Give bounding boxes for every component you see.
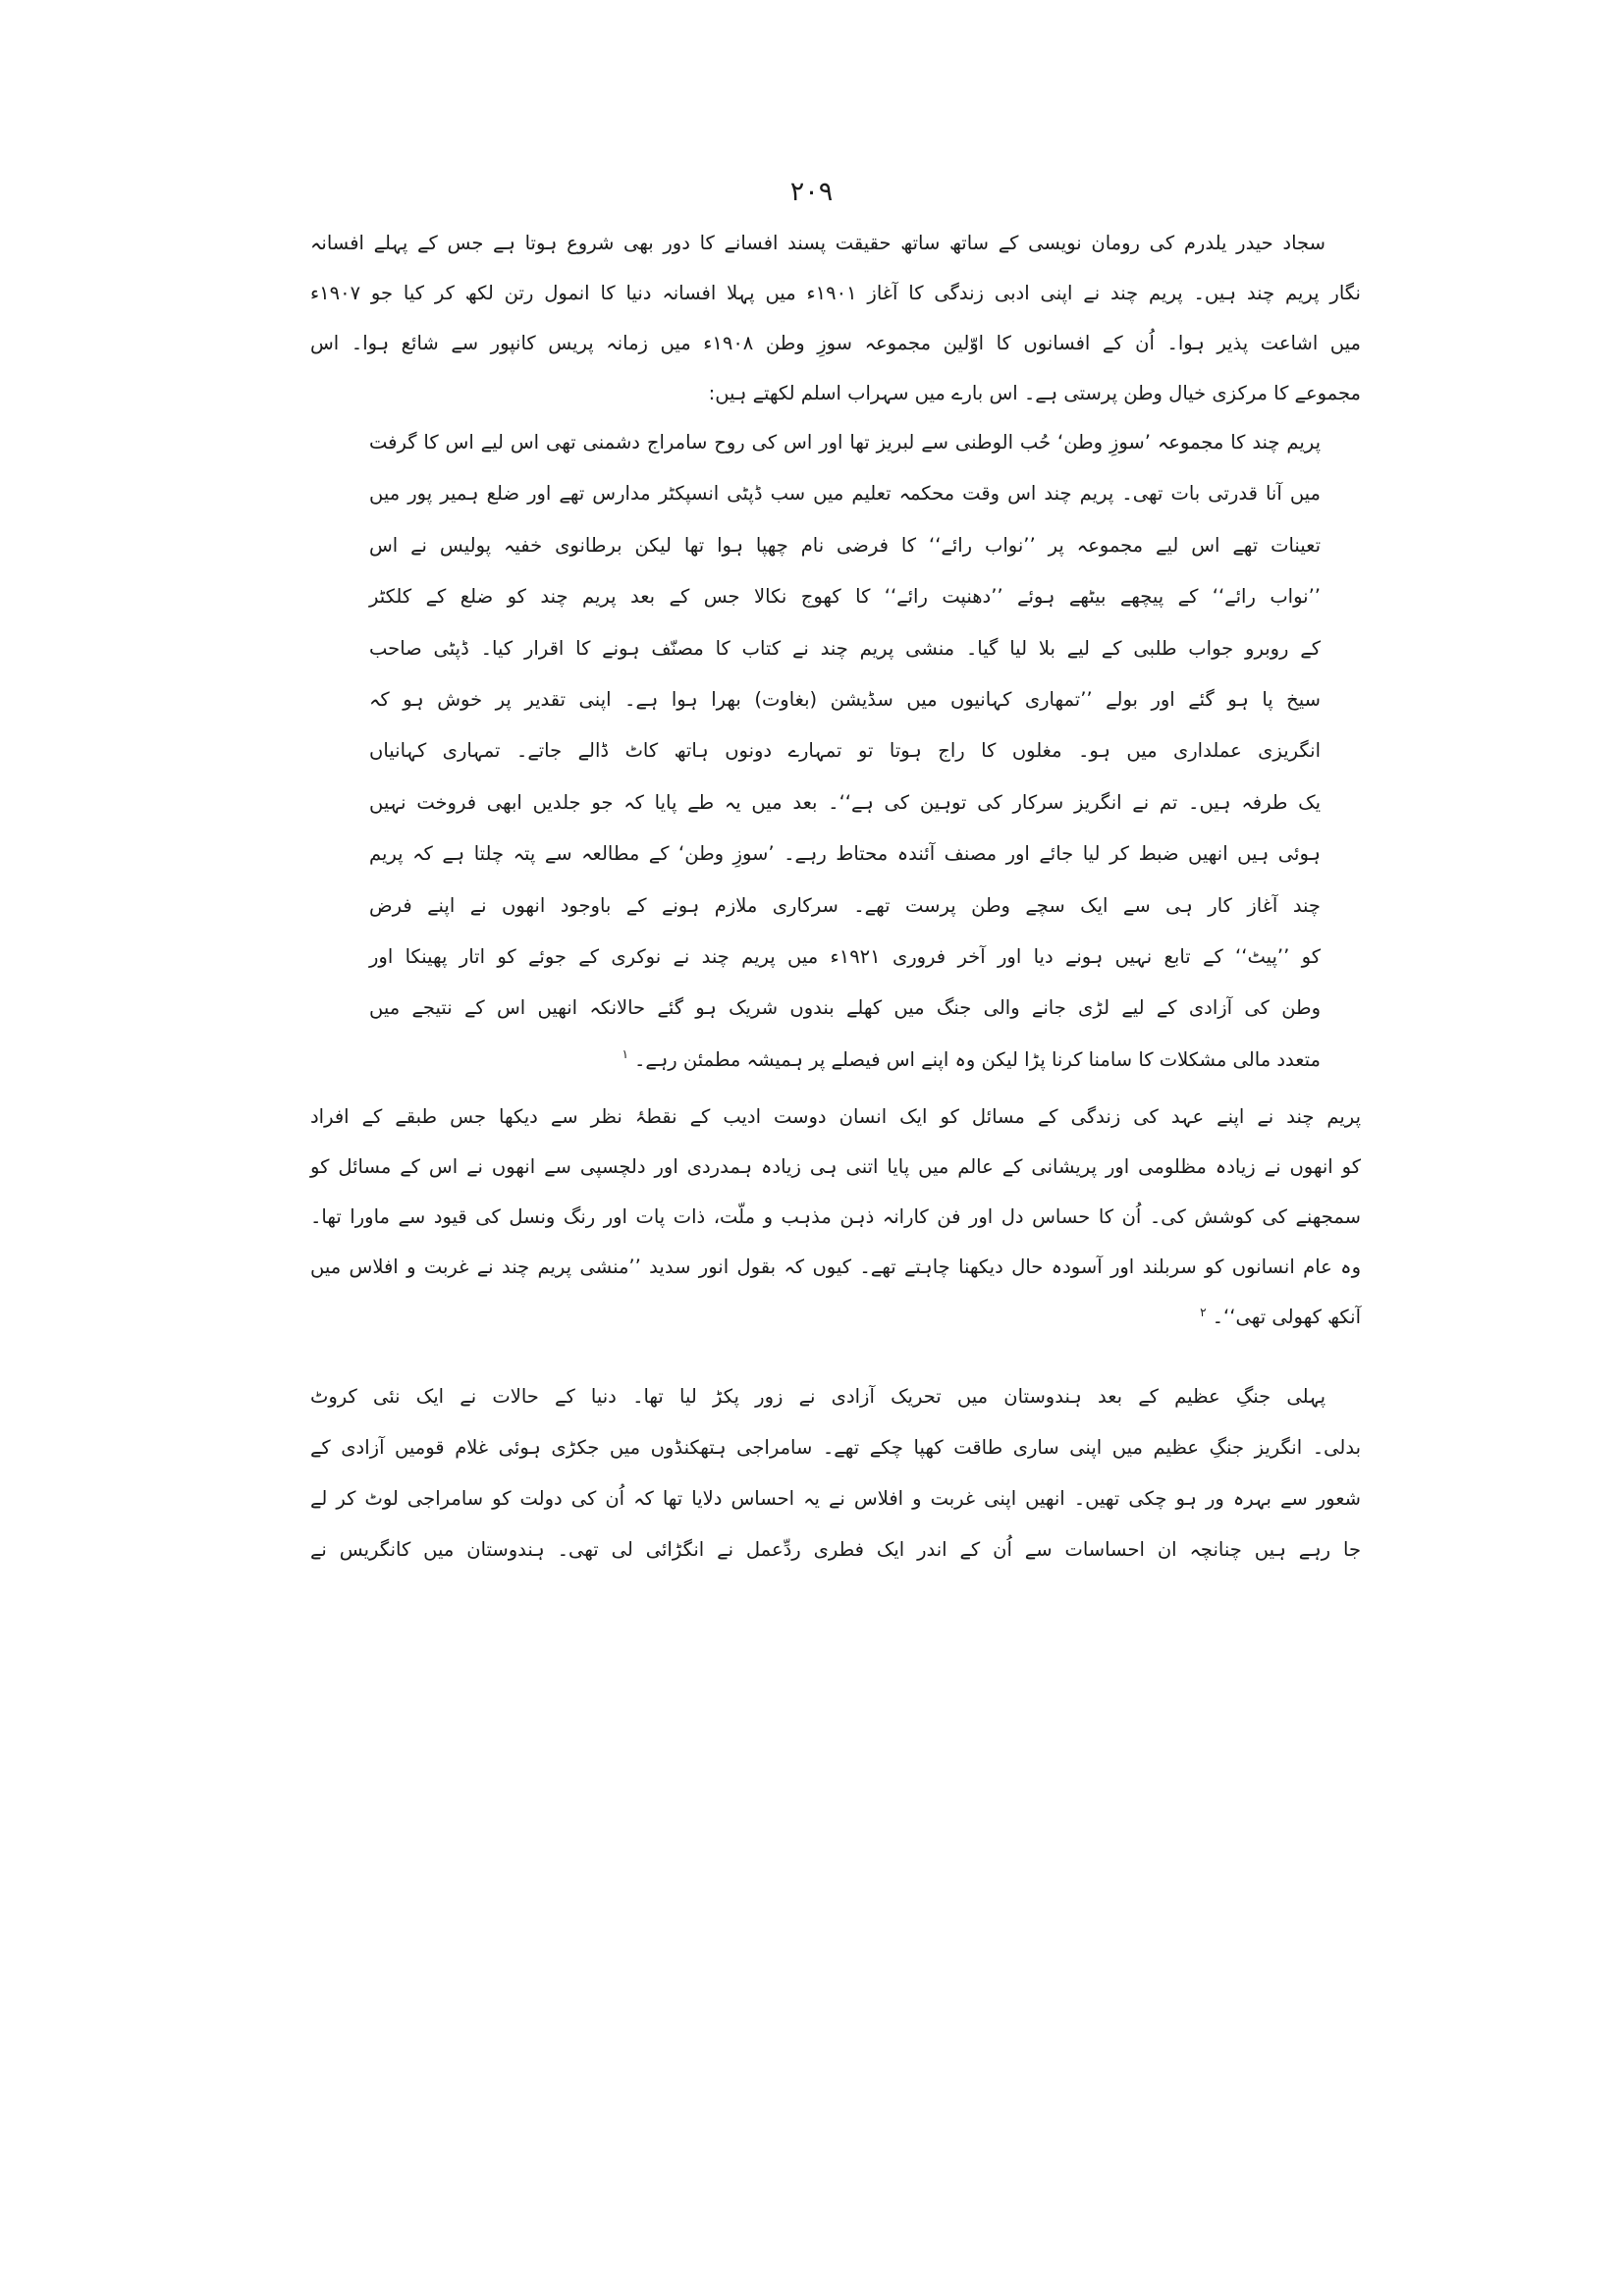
quote-line (369, 828, 1321, 880)
quote-line (369, 777, 1321, 828)
line-text-body: آنکھ کھولی تھی‘‘۔ (1212, 1306, 1361, 1328)
line-text (1200, 1306, 1361, 1328)
line-text: کے روبرو جواب طلبی کے لیے بلا لیا گیا۔ منشی پریم چند نے کتاب کا مصنّف ہونے کا اقرار کیا۔ ڈپٹی صاحب (369, 636, 1321, 660)
text-line (310, 1192, 1361, 1242)
text-line (310, 1473, 1361, 1524)
text-line (310, 1142, 1361, 1192)
quote-line (369, 623, 1321, 674)
line-text: کو ’’پیٹ‘‘ کے تابع نہیں ہونے دیا اور آخر فروری ۱۹۲۱ء میں پریم چند نے نوکری کے جوئے کو اتار پھینکا اور (369, 944, 1321, 968)
line-text: چند آغاز کار ہی سے ایک سچے وطن پرست تھے۔ سرکاری ملازم ہونے کے باوجود انھوں نے اپنے فرض (369, 893, 1321, 917)
line-text: بدلی۔ انگریز جنگِ عظیم میں اپنی ساری طاقت کھپا چکے تھے۔ سامراجی ہتھکنڈوں میں جکڑی ہوئی غلام قومیں آزادی کے (310, 1436, 1361, 1459)
line-text: شعور سے بہرہ ور ہو چکی تھیں۔ انھیں اپنی غربت و افلاس نے یہ احساس دلایا تھا کہ اُن کی دولت کو سامراجی لوٹ کر لے (310, 1487, 1361, 1510)
block-quote (369, 417, 1321, 1086)
intro-paragraph (310, 218, 1361, 418)
text-line (310, 318, 1361, 368)
line-text: یک طرفہ ہیں۔ تم نے انگریز سرکار کی توہین کی ہے‘‘۔ بعد میں یہ طے پایا کہ جو جلدیں ابھی فروخت نہیں (369, 790, 1321, 814)
line-text: پہلی جنگِ عظیم کے بعد ہندوستان میں تحریک آزادی نے زور پکڑ لیا تھا۔ دنیا کے حالات نے ایک نئی کروٹ (310, 1385, 1325, 1408)
footnote-marker: ۱ (622, 1047, 628, 1062)
body-paragraph (310, 1371, 1361, 1575)
line-text: مجموعے کا مرکزی خیال وطن پرستی ہے۔ اس بارے میں سہراب اسلم لکھتے ہیں: (708, 382, 1361, 404)
text-line (310, 1524, 1361, 1575)
line-text: نگار پریم چند ہیں۔ پریم چند نے اپنی ادبی زندگی کا آغاز ۱۹۰۱ء میں پہلا افسانہ دنیا کا انمول رتن لکھ کر کیا جو ۱۹۰۷ء (310, 282, 1361, 304)
quote-line (369, 520, 1321, 571)
text-line (310, 218, 1361, 268)
footnote-marker: ۲ (1200, 1305, 1207, 1319)
line-text: انگریزی عملداری میں ہو۔ مغلوں کا راج ہوتا تو تمہارے دونوں ہاتھ کاٹ ڈالے جاتے۔ تمہاری کہانیاں (369, 739, 1321, 763)
quote-line (369, 468, 1321, 519)
quote-line (369, 571, 1321, 622)
text-line (310, 368, 1361, 418)
quote-line (369, 983, 1321, 1034)
line-text: سمجھنے کی کوشش کی۔ اُن کا حساس دل اور فن کارانہ ذہن مذہب و ملّت، ذات پات اور رنگ ونسل کی قیود سے ماورا تھا۔ (310, 1205, 1361, 1228)
line-text: وہ عام انسانوں کو سربلند اور آسودہ حال دیکھنا چاہتے تھے۔ کیوں کہ بقول انور سدید ’’منشی پریم چند نے غربت و افلاس میں (310, 1255, 1361, 1278)
quote-line (369, 1035, 1321, 1086)
line-text: سجاد حیدر یلدرم کی رومان نویسی کے ساتھ ساتھ حقیقت پسند افسانے کا دور بھی شروع ہوتا ہے جس کے پہلے افسانہ (310, 232, 1325, 254)
quote-line (369, 674, 1321, 725)
line-text: تعینات تھے اس لیے مجموعہ پر ’’نواب رائے‘‘ کا فرضی نام چھپا ہوا تھا لیکن برطانوی خفیہ پولیس نے اس (369, 533, 1321, 557)
quote-line (369, 881, 1321, 932)
line-text: سیخ پا ہو گئے اور بولے ’’تمھاری کہانیوں میں سڈیشن (بغاوت) بھرا ہوا ہے۔ اپنی تقدیر پر خوش ہو کہ (369, 687, 1321, 711)
line-text: پریم چند نے اپنے عہد کی زندگی کے مسائل کو ایک انسان دوست ادیب کے نقطۂ نظر سے دیکھا جس طبقے کے افراد (310, 1105, 1361, 1128)
line-text: ’’نواب رائے‘‘ کے پیچھے بیٹھے ہوئے ’’دھنپت رائے‘‘ کا کھوج نکالا جس کے بعد پریم چند کو ضلع کے کلکٹر (369, 585, 1321, 609)
line-text: ہوئی ہیں انھیں ضبط کر لیا جائے اور مصنف آئندہ محتاط رہے۔ ’سوزِ وطن‘ کے مطالعہ سے پتہ چلتا ہے کہ پریم (369, 842, 1321, 866)
quote-line (369, 725, 1321, 776)
quote-line (369, 417, 1321, 468)
text-line (310, 1242, 1361, 1292)
quote-line (369, 932, 1321, 983)
text-line (310, 1371, 1361, 1422)
line-text: جا رہے ہیں چنانچہ ان احساسات سے اُن کے اندر ایک فطری ردِّعمل نے انگڑائی لی تھی۔ ہندوستان میں کانگریس نے (310, 1538, 1361, 1561)
text-line (310, 1292, 1361, 1342)
page-number: ۲۰۹ (789, 177, 834, 207)
line-text: میں اشاعت پذیر ہوا۔ اُن کے افسانوں کا اوّلین مجموعہ سوزِ وطن ۱۹۰۸ء میں زمانہ پریس کانپور سے شائع ہوا۔ اس (310, 332, 1361, 354)
line-text: میں آنا قدرتی بات تھی۔ پریم چند اس وقت محکمہ تعلیم میں سب ڈپٹی انسپکٹر مدارس تھے اور ضلع ہمیر پور میں (369, 482, 1321, 506)
line-text: وطن کی آزادی کے لیے لڑی جانے والی جنگ میں کھلے بندوں شریک ہو گئے حالانکہ انھیں اس کے نتیجے میں (369, 996, 1321, 1020)
text-line (310, 1092, 1361, 1142)
line-text: پریم چند کا مجموعہ ’سوزِ وطن‘ حُب الوطنی سے لبریز تھا اور اس کی روح سامراج دشمنی تھی اس لیے اس کا گرفت (369, 431, 1321, 454)
line-text (622, 1048, 1322, 1071)
text-line (310, 1422, 1361, 1473)
line-text: کو انھوں نے زیادہ مظلومی اور پریشانی کے عالم میں پایا اتنی ہی زیادہ ہمدردی اور دلچسپی سے انھوں نے اس کے مسائل کو (310, 1155, 1361, 1178)
line-text-body: متعدد مالی مشکلات کا سامنا کرنا پڑا لیکن وہ اپنے اس فیصلے پر ہمیشہ مطمئن رہے۔ (634, 1047, 1321, 1071)
text-line (310, 268, 1361, 318)
body-paragraph (310, 1092, 1361, 1342)
